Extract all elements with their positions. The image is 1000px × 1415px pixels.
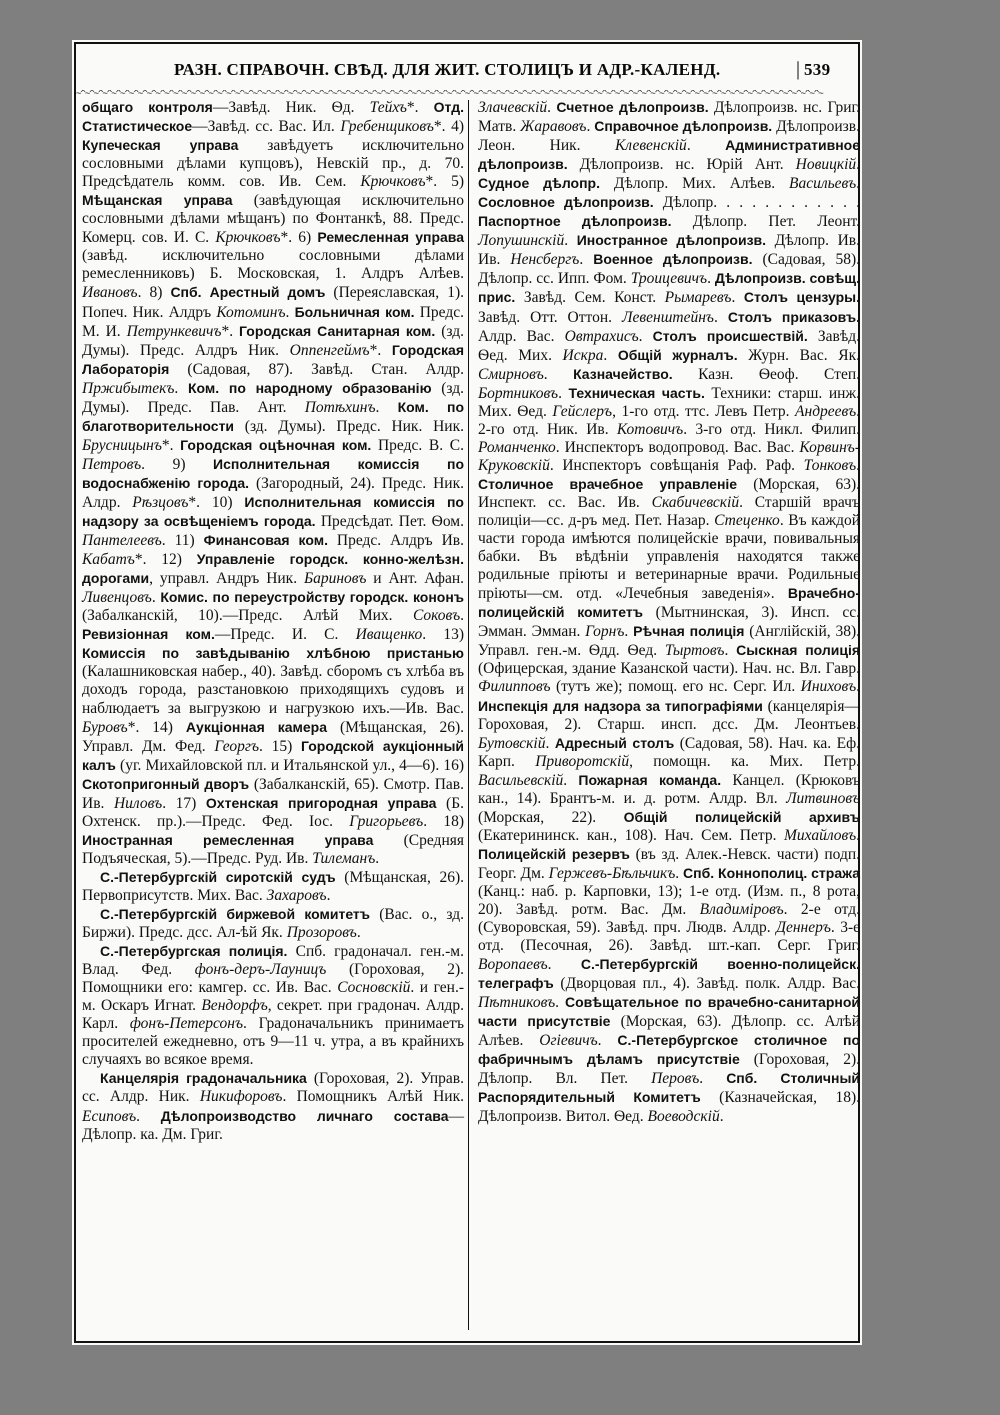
running-header — [82, 60, 852, 88]
italic-name-text: Новицкій — [795, 156, 857, 174]
page-number: 539 — [804, 60, 831, 79]
italic-name-text: Котоминъ — [216, 303, 286, 321]
body-text: , 1-го отд. ттс. Левъ Петр. — [612, 402, 796, 420]
bold-heading-text: Совѣщательное по врачебно-санитарной части присутствіе — [478, 994, 860, 1030]
body-text: (Англійскій, 38). Управл. ген.-м. Ѳдд. Ѳед. — [478, 623, 860, 660]
italic-name-text: Андреевъ — [795, 402, 857, 420]
body-text: . — [285, 303, 295, 321]
paragraph — [82, 942, 464, 1069]
book-page — [72, 40, 862, 1345]
italic-name-text: Филипповъ — [478, 678, 551, 696]
bold-heading-text: Городской аукціонный калъ — [82, 737, 465, 773]
body-text: (Мѣщанская, 26). Управл. Дм. Фед. — [82, 718, 464, 755]
bold-heading-text: Пожарная команда. — [578, 771, 722, 788]
body-text: . — [856, 156, 860, 174]
body-text: *. — [161, 436, 181, 454]
body-text: *. — [369, 341, 392, 359]
body-text: (канцелярія—Гороховая, 2). Старш. инсп. дсс. Дм. Леонтьев. — [478, 697, 860, 733]
body-text: —Предс. И. С. — [214, 626, 356, 644]
body-text: . 2-го отд. Ник. Ив. — [478, 402, 860, 438]
italic-name-text: Перовъ — [651, 1070, 700, 1088]
bold-heading-text: Дѣлопроизводство личнаго состава — [160, 1107, 449, 1124]
body-text: . — [558, 384, 569, 402]
bold-heading-text: С.-Петербургскій биржевой комитетъ — [100, 906, 370, 923]
body-text: (Мытнинская, 3). Инсп. сс. Эмман. Эмман. — [478, 604, 860, 641]
bold-heading-text: Паспортное дѣлопроизв. — [478, 213, 672, 230]
italic-name-text: Васильевскій — [478, 771, 564, 789]
bold-heading-text: Больничная ком. — [294, 303, 415, 320]
bold-heading-text: Спб. Арестный домъ — [170, 284, 326, 301]
header-separator: | — [796, 58, 801, 80]
italic-name-text: Владиміровъ — [699, 901, 784, 919]
body-text: Дѣлопроизв. Леон. Ник. — [478, 118, 860, 155]
bold-heading-text: Исполнительная комиссія по водоснабженію города. — [82, 455, 464, 491]
body-text: Казн. Ѳеоф. Степ. — [672, 365, 860, 383]
bold-heading-text: Полицейскій резервъ — [478, 845, 630, 862]
body-text: Журн. Вас. Як. — [737, 346, 860, 364]
bold-heading-text: Адресный столъ — [554, 734, 675, 751]
italic-name-text: Стеценко — [714, 512, 780, 530]
bold-heading-text: Мѣщанская управа — [82, 192, 233, 209]
body-text: Предсѣдат. Пет. Ѳом. — [315, 513, 464, 531]
body-text: . — [356, 924, 361, 942]
body-text: . Градоначальникъ принимаетъ просителей ежедневно, отъ 9—11 ч. утра, а въ крайнихъ случаяхъ во всякое время. — [82, 1015, 464, 1069]
bold-heading-text: Ком. по народному образованію — [187, 379, 432, 396]
bold-heading-text: Комис. по переустройству городск. кононъ — [160, 589, 464, 606]
body-text: (Калашниковская набер., 40). Завѣд. сборомъ съ хлѣба въ доходъ города, разстановкою приходящихъ судовъ и наблюдаетъ за выгрузкою и нагрузкою ихъ.—Ив. Вас. — [82, 663, 464, 717]
body-text: (Морская, 63). Инспект. сс. Вас. Ив. — [478, 475, 860, 511]
body-text: (завѣдующая исключительно сословными дѣлами мѣщанъ) по Фонтанкѣ, 88. Предс. Комерц. сов. И. С. — [82, 192, 464, 247]
italic-name-text: Михайловъ — [784, 826, 857, 844]
body-text: —Дѣлопр. ка. Дм. Григ. — [82, 1107, 464, 1143]
body-text: *. 6) — [280, 229, 318, 247]
header-ornament-rule: ~^~^~^~^~^~^~^~^~^~^~^~^~^~^~^~^~^~^~^~^~^~^~^~^~^~^~^~^~^~^~^~^~^~^~^~^~^~^~^~^~^~^~^~^~^~^~^~^~^~^~^~^~^~^~^~^~^~^~^~^~^~^~^~^~^~^~^~^~^~^~^~^~^~^~^~^~^~^~^~^~^~^~^~^~ — [76, 90, 823, 98]
body-text: . 9) — [141, 455, 214, 473]
bold-heading-text: Общій журналъ. — [617, 346, 738, 363]
italic-name-text: Бариновъ — [303, 570, 367, 588]
bold-heading-text: Купеческая управа — [82, 137, 239, 154]
italic-name-text: Воеводскій — [647, 1107, 720, 1125]
bold-heading-text: Городская Лабораторія — [82, 341, 464, 377]
body-text: . 18) — [423, 812, 464, 830]
body-text: и Ант. Афан. — [366, 570, 464, 588]
italic-name-text: Васильевъ — [789, 175, 857, 193]
body-text: (Забалканскій, 65). Смотр. Пав. Ив. — [82, 775, 464, 812]
body-text: . 3-го отд. Никл. Филип. — [683, 420, 860, 438]
body-text: *. 10) — [188, 493, 245, 511]
body-text: . — [547, 956, 581, 974]
body-text: (зд. Думы). Предс. Пав. Ант. — [82, 379, 465, 416]
body-text: . 8) — [137, 284, 171, 302]
italic-name-text: Захаровъ — [266, 886, 327, 904]
italic-name-text: Никифоровъ — [199, 1088, 283, 1106]
body-text: . 17) — [162, 794, 206, 812]
body-text: . Старшій врачъ полиціи—сс. д-ръ мед. Пет. Назар. — [478, 493, 860, 530]
italic-name-text: Брусницынъ — [82, 436, 162, 454]
body-text: (Гороховая, 2). Помощники его: камгер. сс. Ив. Вас. — [82, 961, 464, 997]
italic-name-text: Пржибытекъ — [82, 379, 175, 397]
italic-name-text: Клевенскій — [615, 137, 687, 155]
bold-heading-text: Канцелярія градоначальника — [100, 1070, 307, 1087]
bold-heading-text: Столичное врачебное управленіе — [478, 475, 738, 492]
right-text-column — [478, 98, 860, 1126]
italic-name-text: Троицевичъ — [630, 270, 708, 288]
bold-heading-text: Ревизіонная ком. — [82, 626, 215, 643]
bold-heading-text: Общій полицейскій архивъ — [623, 808, 860, 825]
italic-name-text: Гребенщиковъ — [340, 118, 434, 136]
italic-name-text: Соковъ — [412, 607, 461, 625]
body-text: . — [375, 849, 380, 867]
italic-name-text: Бортниковъ — [478, 384, 559, 402]
body-text: . — [856, 456, 860, 474]
body-text: , управл. Андръ Ник. — [149, 570, 304, 588]
bold-heading-text: Столъ цензуры. — [743, 289, 861, 306]
italic-name-text: Крючковъ — [360, 173, 426, 191]
italic-name-text: Гейслеръ — [552, 402, 613, 420]
bold-heading-text: Рѣчная полиція — [633, 623, 745, 640]
body-text: Дѣлопроизв. нс. Григ. Матв. — [478, 99, 860, 136]
body-text: (Переяславская, 1). Попеч. Ник. Алдръ — [82, 284, 464, 321]
bold-heading-text: С.-Петербургская полиція. — [100, 943, 288, 960]
italic-name-text: Пѣтниковъ — [478, 994, 556, 1012]
italic-name-text: Буровъ — [82, 718, 128, 736]
body-text: Предс. Алдръ Ив. — [327, 532, 464, 550]
bold-heading-text: Казначейство. — [573, 365, 673, 382]
body-text: (Вас. о., зд. Биржи). Предс. дсс. Ал-ѣй Як. — [82, 906, 464, 942]
body-text: Предс. В. С. — [371, 436, 465, 454]
body-text: . — [719, 1107, 724, 1125]
italic-name-text: Горнъ — [585, 623, 625, 641]
italic-name-text: Котовичъ — [616, 420, 684, 438]
italic-name-text: Корвинъ-Круковскій — [478, 438, 860, 474]
bold-heading-text: Спб. Столичный Распорядительный Комитетъ — [478, 1070, 860, 1106]
italic-name-text: Левенштейнъ — [622, 308, 714, 326]
italic-name-text: Овтрахисъ — [564, 327, 639, 345]
bold-heading-text: Городская оцѣночная ком. — [180, 436, 372, 453]
body-text: (Мѣщанская, 26). Первоприсутств. Мих. Вас. — [82, 868, 464, 904]
body-text: (зд. Думы). Предс. Алдръ Ник. — [82, 322, 465, 359]
body-text: *. 14) — [127, 718, 186, 736]
body-text: . 11) — [161, 532, 204, 550]
italic-name-text: Григорьевъ — [349, 812, 424, 830]
italic-name-text: Крючковъ — [215, 229, 281, 247]
italic-name-text: Ливенцовъ — [82, 589, 152, 607]
body-text: , помощн. ка. Мих. Петр. — [629, 752, 860, 770]
body-text: (Офицерская, здание Казанской части). Нач. нс. Вл. Гавр. — [478, 660, 860, 678]
italic-name-text: Сосновскій — [337, 979, 411, 997]
body-text: Спб. градоначал. ген.-м. Влад. Фед. — [82, 943, 464, 979]
body-text: Завѣд. Сем. Конст. — [515, 289, 665, 307]
bold-heading-text: Столъ приказовъ. — [727, 308, 860, 325]
body-text: Предс. М. И. — [82, 303, 464, 340]
paragraph — [478, 98, 860, 1126]
body-text: Техники: старш. инж. Мих. Ѳед. — [478, 384, 861, 420]
body-text: . 13) — [422, 626, 464, 644]
italic-name-text: Литвиновъ — [786, 789, 860, 807]
italic-name-text: Иниховъ — [800, 678, 857, 696]
body-text: (Морская, 63). Дѣлопр. сс. Алѣй Алѣев. — [478, 1013, 860, 1050]
italic-name-text: Ненсбергъ — [510, 251, 580, 269]
body-text: (Гороховая, 2). Дѣлопр. Вл. Пет. — [478, 1051, 860, 1088]
body-text: . — [375, 398, 398, 416]
bold-heading-text: Судное дѣлопр. — [478, 175, 600, 192]
italic-name-text: Тонковъ — [803, 456, 857, 474]
body-text: . — [603, 346, 618, 364]
body-text: . — [151, 589, 161, 607]
body-text: . — [563, 771, 579, 789]
body-text: *. 5) — [425, 173, 464, 191]
bold-heading-text: Справочное дѣлопроизв. — [594, 118, 773, 135]
body-text: . Помощникъ Алѣй Ник. — [282, 1088, 465, 1106]
bold-heading-text: С.-Петербургскій военно-полицейск. телеграфъ — [478, 956, 860, 992]
italic-name-text: Иващенко — [355, 626, 423, 644]
bold-heading-text: Иностранное дѣлопроизв. — [576, 232, 767, 249]
body-text: . Инспекторъ совѣщанія Раф. Раф. — [549, 456, 804, 474]
italic-name-text: Злачевскій — [478, 99, 548, 116]
body-text: —Завѣд. сс. Вас. Ил. — [192, 118, 341, 136]
body-text: Дѣлопр. Мих. Алѣев. — [600, 175, 790, 193]
body-text: . — [547, 99, 557, 116]
italic-name-text: Приворотскій — [535, 752, 630, 770]
bold-heading-text: Комиссія по завѣдыванію хлѣбною пристанью — [82, 645, 464, 662]
body-text: (Средняя Подъяческая, 5).—Предс. Руд. Ив. — [82, 831, 464, 867]
body-text: Дѣлопр. Ив. Ив. — [478, 232, 860, 269]
body-text: . — [543, 365, 574, 383]
paragraph — [82, 1069, 464, 1143]
bold-heading-text: С.-Петербургское столичное по фабричнымъ дѣламъ присутствіе — [478, 1032, 860, 1068]
italic-name-text: фонъ-Петерсонъ — [129, 1015, 243, 1033]
body-text: (Морская, 22). — [478, 808, 624, 826]
italic-name-text: Есиповъ — [82, 1107, 137, 1125]
italic-name-text: Вендорфъ — [201, 997, 268, 1015]
body-text: . 3-е отд. (Песочная, 26). Завѣд. шт.-кап. Серг. Григ. — [478, 919, 860, 955]
body-text: . — [136, 1107, 161, 1125]
body-text: . — [638, 327, 653, 345]
italic-name-text: Воропаевъ — [478, 956, 548, 974]
italic-name-text: фонъ-деръ-Лауницъ — [194, 961, 327, 979]
body-text: Алдр. Вас. — [478, 327, 565, 345]
body-text: (зд. Думы). Предс. Ник. Ник. — [234, 417, 464, 435]
italic-name-text: Огіевичъ — [539, 1032, 598, 1050]
body-text: . 15) — [259, 737, 301, 755]
body-text: (тутъ же); помощ. его нс. Серг. Ил. — [550, 678, 801, 696]
body-text: *. 12) — [134, 551, 197, 569]
italic-name-text: Скабичевскій — [651, 493, 740, 511]
bold-heading-text: Городская Санитарная ком. — [239, 322, 436, 339]
italic-name-text: Бутовскій — [478, 734, 546, 752]
body-text: *. — [221, 322, 240, 340]
body-text: , секрет. при градонач. Алдр. Карл. — [82, 997, 464, 1033]
bold-heading-text: Спб. Коннополиц. стража — [683, 864, 860, 881]
body-text: . — [707, 270, 715, 288]
bold-heading-text: Счетное дѣлопроизв. — [556, 99, 709, 115]
body-text: . — [579, 251, 594, 269]
body-text: Дѣлопр. . . . . . . . . . . . — [653, 194, 860, 212]
italic-name-text: Ниловъ — [113, 794, 163, 812]
bold-heading-text: Финансовая ком. — [203, 532, 328, 549]
body-text: . — [724, 642, 737, 660]
body-text: . — [460, 607, 464, 625]
bold-heading-text: Иностранная ремесленная управа — [82, 831, 374, 848]
paragraph — [82, 905, 464, 942]
bold-heading-text: Административное дѣлопроизв. — [478, 137, 861, 173]
italic-name-text: Искра — [562, 346, 604, 364]
body-text: . — [555, 994, 565, 1012]
italic-name-text: Гержевъ-Бѣльчикъ — [548, 864, 676, 882]
body-text: (Б. Охтенск. пр.).—Предс. Фед. Іос. — [82, 794, 464, 830]
bold-heading-text: Столъ происшествій. — [652, 327, 808, 344]
body-text: (Забалканскій, 10).—Предс. Алѣй Мих. — [82, 607, 413, 625]
italic-name-text: Ивановъ — [82, 284, 138, 302]
italic-name-text: Тейхъ — [369, 99, 407, 116]
bold-heading-text: Техническая часть. — [568, 384, 705, 401]
column-divider — [468, 100, 469, 1330]
bold-heading-text: Врачебно-полицейскій комитетъ — [478, 585, 860, 621]
italic-name-text: Рымаревъ — [664, 289, 732, 307]
body-text: . — [699, 1070, 727, 1088]
body-text: (Казначейская, 18). Дѣлопроизв. Витол. Ѳед. — [478, 1089, 860, 1125]
italic-name-text: Потѣхинъ — [304, 398, 376, 416]
left-text-column — [82, 98, 464, 1144]
bold-heading-text: общаго контроля — [82, 99, 213, 115]
italic-name-text: Жаравовъ — [520, 118, 587, 136]
bold-heading-text: Дѣлопроизв. совѣщ. прис. — [478, 270, 860, 306]
italic-name-text: Лопушинскій — [478, 232, 565, 250]
bold-heading-text: Ремесленная управа — [317, 229, 464, 246]
body-text: Дѣлопр. Пет. Леонт. — [671, 213, 861, 231]
body-text: . — [731, 289, 744, 307]
bold-heading-text: Аукціонная камера — [185, 718, 327, 735]
bold-heading-text: С.-Петербургскій сиротскій судъ — [100, 868, 336, 885]
body-text: . — [856, 175, 860, 193]
body-text: (Садовая, 58). Дѣлопр. сс. Ипп. Фом. — [478, 251, 861, 288]
body-text: . — [326, 886, 331, 904]
italic-name-text: Смирновъ — [478, 365, 544, 383]
body-text: (Гороховая, 2). Управ. сс. Алдр. Ник. — [82, 1070, 464, 1106]
bold-heading-text: Отд. Статистическое — [82, 99, 464, 135]
header-title: РАЗН. СПРАВОЧН. СВѢД. ДЛЯ ЖИТ. СТОЛИЦЪ И АДР.-КАЛЕНД. — [174, 60, 721, 79]
italic-name-text: Прозоровъ — [286, 924, 357, 942]
body-text: . — [174, 379, 188, 397]
body-text: . — [597, 1032, 618, 1050]
body-text: (Садовая, 87). Завѣд. Стан. Алдр. — [169, 360, 464, 378]
body-text: Завѣд. Отт. Оттон. — [478, 308, 623, 326]
italic-name-text: Тилеманъ — [312, 849, 376, 867]
italic-name-text: Георгъ — [214, 737, 259, 755]
body-text: . и ген.-м. Оскаръ Игнат. — [82, 979, 464, 1015]
body-text: . — [675, 864, 684, 882]
bold-heading-text: Военное дѣлопроизв. — [593, 251, 753, 268]
body-text: Канцел. (Крюковъ кан., 14). Брантъ-м. и. д. ротм. Алдр. Вл. — [478, 771, 860, 807]
body-text: (Садовая, 58). Нач. ка. Еф. Карп. — [478, 734, 861, 770]
body-text: . — [713, 308, 728, 326]
bold-heading-text: Инспекція для надзора за типографіями — [478, 697, 763, 714]
body-text: Дѣлопроизв. нс. Юрій Ант. — [567, 156, 796, 174]
body-text: (уг. Михайловской пл. и Итальянской ул., 4—6). 16) — [115, 756, 464, 774]
paragraph — [82, 98, 464, 868]
body-text: (Екатерининск. кан., 108). Нач. Сем. Петр. — [478, 826, 785, 844]
body-text: . Инспекторъ водопровод. Вас. Вас. — [555, 438, 800, 456]
bold-heading-text: Сословное дѣлопроизв. — [478, 194, 654, 211]
body-text: . — [624, 623, 634, 641]
body-text: . 2-е отд. (Суворовская, 59). Завѣд. прч. Людв. Алдр. — [478, 901, 860, 937]
body-text: —Завѣд. Ник. Ѳд. — [212, 99, 370, 116]
italic-name-text: Романченко — [478, 438, 556, 456]
body-text: . — [856, 678, 860, 696]
italic-name-text: Оппенгеймъ — [289, 341, 370, 359]
bold-heading-text: Управленіе городск. конно-желѣзн. дорогами — [82, 551, 464, 587]
body-text: *. 4) — [433, 118, 464, 136]
body-text: Завѣд. Ѳед. Мих. — [478, 327, 860, 364]
body-text: (завѣд. исключительно сословными дѣлами ремесленниковъ) Б. Московская, 1. Алдръ Алѣев. — [82, 247, 464, 283]
body-text: . — [686, 137, 726, 155]
bold-heading-text: Охтенская пригородная управа — [205, 794, 437, 811]
body-text: (въ зд. Алек.-Невск. части) подп. Георг. Дм. — [478, 845, 861, 882]
body-text: (Дворцовая пл., 4). Завѣд. полк. Алдр. Вас. — [553, 975, 860, 993]
body-text: завѣдуетъ исключительно сословными дѣлами купцовъ), Невскій пр., д. 70. Предсѣдатель комм. сов. Ив. Сем. — [82, 137, 464, 191]
bold-heading-text: Сыскная полиція — [736, 642, 861, 659]
body-text: . — [564, 232, 577, 250]
body-text: (Загородный, 24). Предс. Ник. Алдр. — [82, 474, 464, 511]
italic-name-text: Петрункевичъ — [126, 322, 222, 340]
bold-heading-text: Исполнительная комиссія по надзору за освѣщеніемъ города. — [82, 493, 464, 530]
body-text: *. — [406, 99, 434, 116]
body-text: (Канц.: наб. р. Карповки, 13); 1-е отд. (Изм. п., 8 рота, 20). Завѣд. ротм. Вас. Дм. — [478, 882, 860, 919]
italic-name-text: Петровъ — [82, 455, 142, 473]
italic-name-text: Рѣзцовъ — [132, 493, 189, 511]
body-text: . — [856, 826, 860, 844]
bold-heading-text: Скотопригонный дворъ — [82, 775, 250, 792]
italic-name-text: Тыртовъ — [664, 642, 725, 660]
body-text: . — [545, 734, 555, 752]
bold-heading-text: Ком. по благотворительности — [82, 398, 464, 434]
body-text: . Въ каждой части города имѣются полицейскіе врачи, повивальныя бабки. Въ вѣдѣніи управленія находятся также родильные пріюты и ветеринарные врачи. Родильные пріюты—см. отд. «Лечебныя заведенія». — [478, 512, 860, 603]
italic-name-text: Деннеръ — [776, 919, 831, 937]
body-text: . — [586, 118, 595, 136]
paragraph — [82, 868, 464, 905]
italic-name-text: Пантелеевъ — [82, 532, 162, 550]
italic-name-text: Кабатъ — [82, 551, 135, 569]
